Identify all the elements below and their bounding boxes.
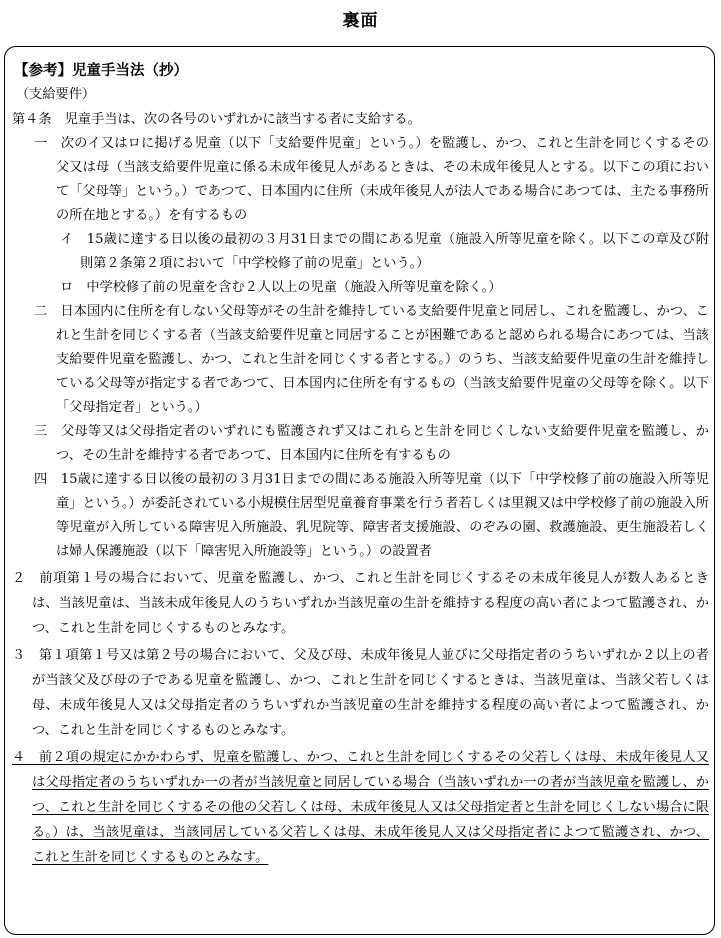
paragraph-3: ３ 第１項第１号又は第２号の場合において、父及び母、未成年後見人並びに父母指定者のうちいずれか２以上の者が当該父及び母の子である児童を監護し、かつ、これと生計を同じくするときは、当該児童は、当該父若しくは母、未成年後見人又は父母指定者のうちいずれか当該児童の生計を維持する程度の高い者によつて監護され、かつ、これと生計を同じくするものとみなす。 <box>12 648 709 738</box>
paragraph-4: ４ 前２項の規定にかかわらず、児童を監護し、かつ、これと生計を同じくするその父若しくは母、未成年後見人又は父母指定者のうちいずれか一の者が当該児童と同居している場合（当該いずれか一の者が当該児童を監護し、かつ、これと生計を同じくするその他の父若しくは母、未成年後見人又は父母指定者と生計を同じくしない場合に限る。）は、当該児童は、当該同居している父若しくは母、未成年後見人又は父母指定者によつて監護され、かつ、これと生計を同じくするものとみなす。 <box>12 750 709 865</box>
item-3: 三 父母等又は父母指定者のいずれにも監護されず又はこれらと生計を同じくしない支給要件児童を監護し、かつ、その生計を維持する者であつて、日本国内に住所を有するもの <box>34 424 709 463</box>
paragraph-2: ２ 前項第１号の場合において、児童を監護し、かつ、これと生計を同じくするその未成年後見人が数人あるときは、当該児童は、当該未成年後見人のうちいずれか当該児童の生計を維持する程度の高い者によつて監護され、かつ、これと生計を同じくするものとみなす。 <box>12 571 709 636</box>
subitem-ro: ロ 中学校修了前の児童を含む２人以上の児童（施設入所等児童を除く。） <box>60 280 502 295</box>
item-1: 一 次のイ又はロに掲げる児童（以下「支給要件児童」という。）を監護し、かつ、これと生計を同じくするその父又は母（当該支給要件児童に係る未成年後見人があるときは、その未成年後見人とする。以下この項において「父母等」という。）であつて、日本国内に住所（未成年後見人が法人である場合にあつては、主たる事務所の所在地とする。）を有するもの <box>34 136 709 223</box>
article-intro: 第４条 児童手当は、次の各号のいずれかに該当する者に支給する。 <box>12 112 421 127</box>
item-2: 二 日本国内に住所を有しない父母等がその生計を維持している支給要件児童と同居し、これを監護し、かつ、これと生計を同じくする者（当該支給要件児童と同居することが困難であると認められる場合にあつては、当該支給要件児童を監護し、かつ、これと生計を同じくする者とする。）のうち、当該支給要件児童の生計を維持している父母等が指定する者であつて、日本国内に住所を有するもの（当該支給要件児童の父母等を除く。以下「父母指定者」という。） <box>34 304 709 415</box>
page-title: 裏面 <box>342 11 379 31</box>
item-4: 四 15歳に達する日以後の最初の３月31日までの間にある施設入所等児童（以下「中学校修了前の施設入所等児童」という。）が委託されている小規模住居型児童養育事業を行う者若しくは里親又は中学校修了前の施設入所等児童が入所している障害児入所施設、乳児院等、障害者支援施設、のぞみの園、救護施設、更生施設若しくは婦人保護施設（以下「障害児入所施設等」という。）の設置者 <box>34 472 709 559</box>
article-caption: （支給要件） <box>16 87 96 102</box>
subitem-i: イ 15歳に達する日以後の最初の３月31日までの間にある児童（施設入所等児童を除く。以下この章及び附則第２条第２項において「中学校修了前の児童」という。） <box>60 232 709 271</box>
section-heading: 【参考】児童手当法（抄） <box>14 63 188 79</box>
law-excerpt <box>12 58 709 870</box>
